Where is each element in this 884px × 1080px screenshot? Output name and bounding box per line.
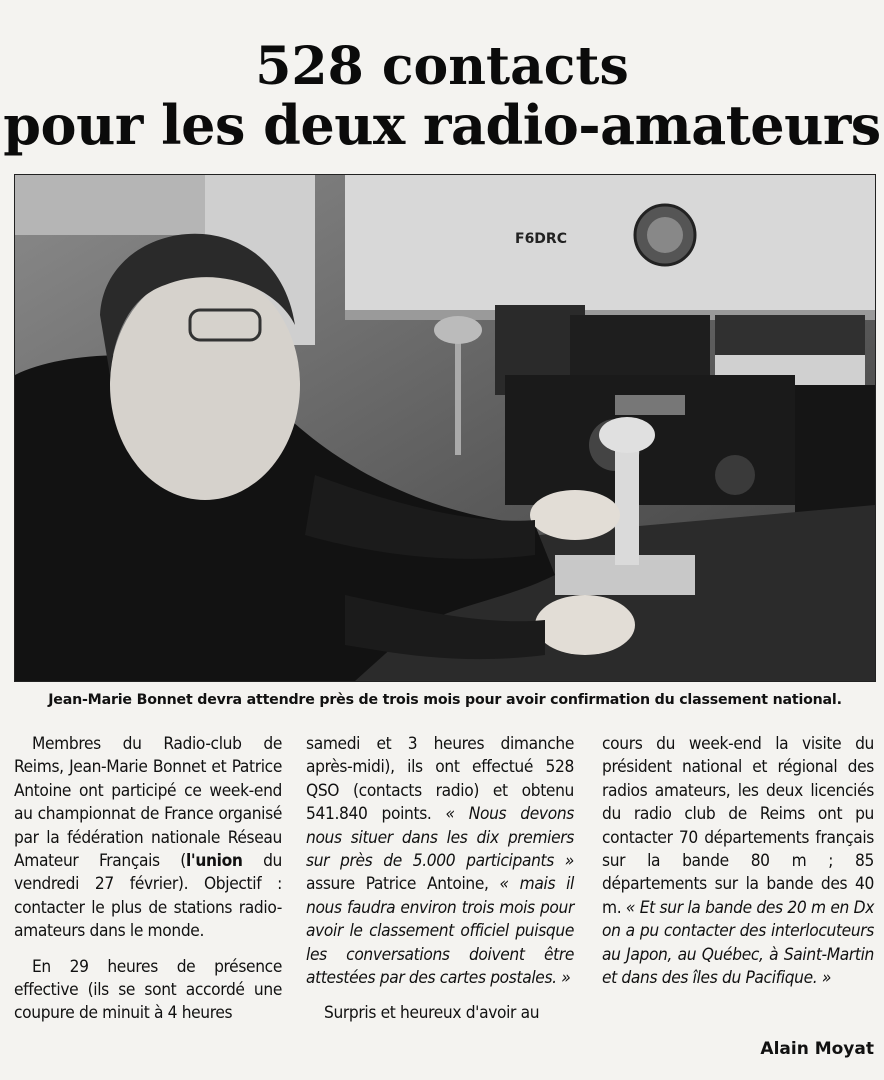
bold-text: l'union: [185, 851, 243, 872]
text-span: cours du week-end la visite du président national et régional des radios amateurs, les deux licenciés du radio club de Reims ont pu contacter 70 départements français sur la bande 80 m ; 85 départements sur la bande des 40 m.: [602, 734, 874, 918]
panel-label: F6DRC: [515, 231, 567, 247]
quote: « Et sur la bande des 20 m en Dx on a pu contacter des interlocuteurs au Japon, au Québec, à Saint-Martin et dans des îles du Pacifique. »: [602, 897, 874, 989]
article-column-2: [306, 733, 574, 1026]
paragraph: En 29 heures de présence effective (ils se sont accordé une coupure de minuit à 4 heures: [14, 956, 282, 1024]
photo-illustration: [15, 175, 875, 681]
headline: [0, 36, 884, 157]
headline-line-2: pour les deux radio-amateurs: [3, 92, 881, 157]
author-byline: Alain Moyat: [760, 1039, 874, 1059]
article-column-1: [14, 733, 282, 1026]
text-span: Membres du Radio-club de Reims, Jean-Marie Bonnet et Patrice Antoine ont participé ce week-end au championnat de France organisé par la fédération nationale Réseau Amateur Français (: [14, 734, 282, 872]
text-span: assure Patrice Antoine,: [306, 874, 500, 895]
quote: « mais il nous faudra environ trois mois pour avoir le classement officiel puisque les conversations doivent être attestées par des cartes postales. »: [306, 874, 574, 989]
text-span: du vendredi 27 février). Objectif : contacter le plus de stations radio-amateurs dans le monde.: [14, 851, 282, 942]
photo-caption: Jean-Marie Bonnet devra attendre près de trois mois pour avoir confirmation du classement national.: [48, 692, 842, 708]
paragraph: [602, 733, 874, 990]
article-column-3: [602, 733, 874, 990]
paragraph: Surpris et heureux d'avoir au: [324, 1003, 540, 1024]
paragraph: [14, 733, 282, 944]
article-photo: [14, 174, 876, 682]
text-span: samedi et 3 heures dimanche après-midi), ils ont effectué 528 QSO (contacts radio) et obtenu 541.840 points.: [306, 734, 574, 825]
quote: « Nous devons nous situer dans les dix premiers sur près de 5.000 participants »: [306, 804, 575, 872]
headline-line-1: 528 contacts: [255, 36, 629, 98]
paragraph: [306, 733, 574, 990]
